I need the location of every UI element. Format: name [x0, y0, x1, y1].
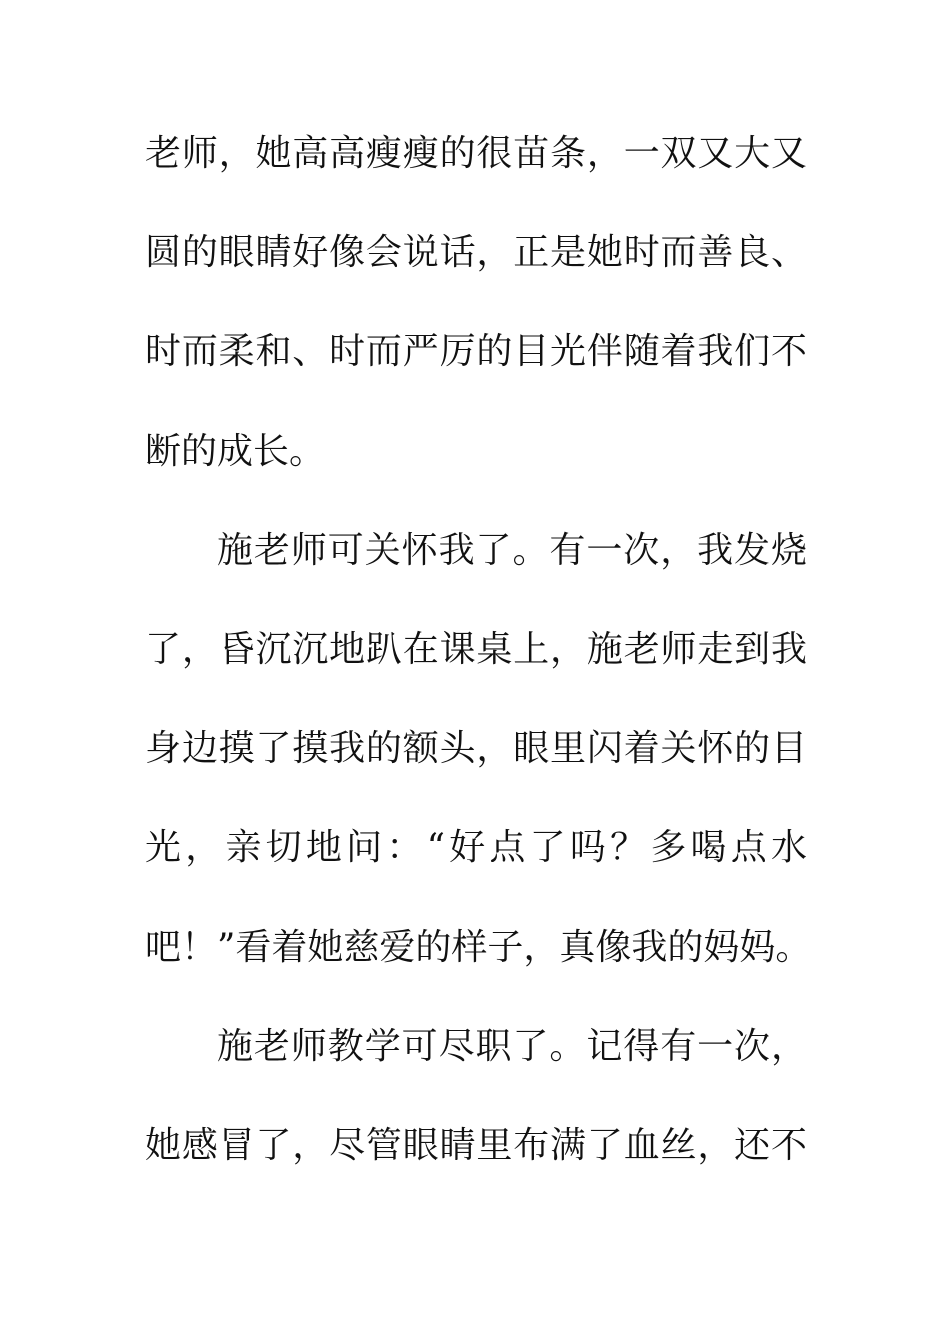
paragraph-first-line: 施老师教学可尽职了。记得有一次， [217, 1025, 807, 1067]
text-line: 吧！”看着她慈爱的样子，真像我的妈妈。 [145, 926, 812, 968]
text-line: 身边摸了摸我的额头，眼里闪着关怀的目 [145, 728, 807, 770]
text-line: 她感冒了，尽管眼睛里布满了血丝，还不 [145, 1124, 807, 1166]
text-line: 光，亲切地问：“好点了吗？多喝点水 [145, 827, 807, 869]
paragraph-first-line: 施老师可关怀我了。有一次，我发烧 [217, 529, 807, 571]
body-text [145, 124, 812, 1215]
text-line: 断的成长。 [145, 430, 326, 472]
text-line: 时而柔和、时而严厉的目光伴随着我们不 [145, 331, 807, 373]
text-line: 圆的眼睛好像会说话，正是她时而善良、 [145, 232, 807, 274]
text-line: 了，昏沉沉地趴在课桌上，施老师走到我 [145, 628, 807, 670]
text-line: 老师，她高高瘦瘦的很苗条，一双又大又 [145, 133, 807, 174]
